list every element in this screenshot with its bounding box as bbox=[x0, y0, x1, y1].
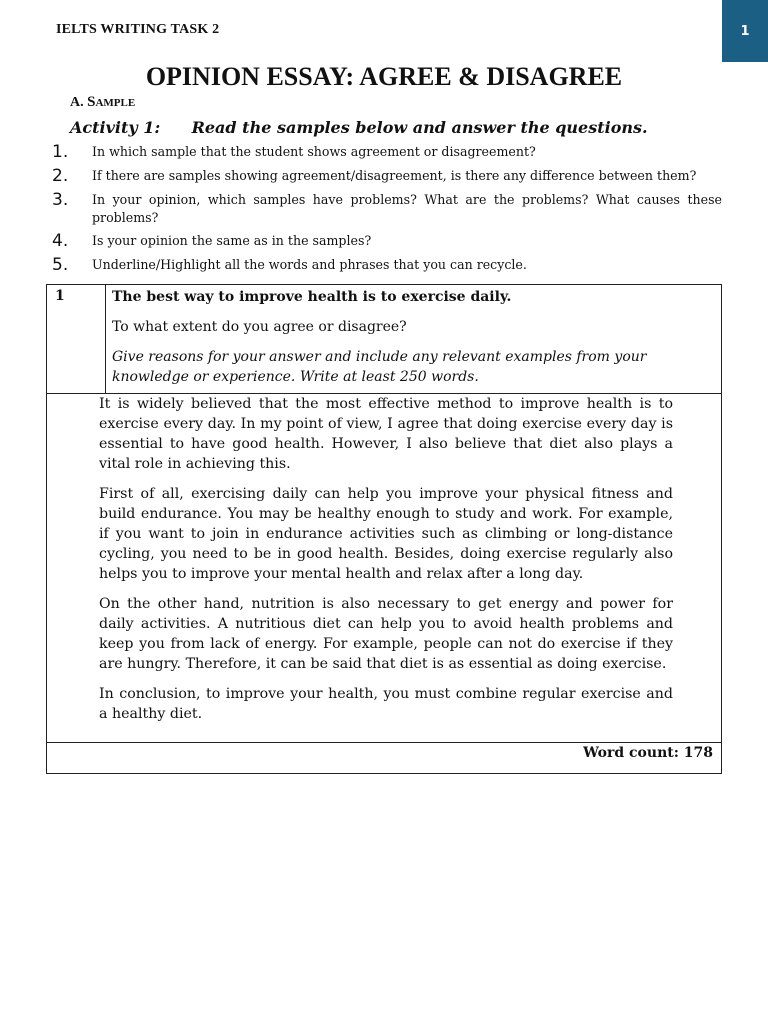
essay-cell bbox=[47, 394, 722, 743]
page-title: OPINION ESSAY: AGREE & DISAGREE bbox=[145, 62, 623, 91]
question-text: In which sample that the student shows agreement or disagreement? bbox=[92, 144, 536, 159]
section-heading bbox=[70, 94, 135, 111]
essay-paragraph: First of all, exercising daily can help you improve your physical fitness and build endurance. You may be healthy enough to study and work. For example, if you want to join in endurance activities such as climbing or long-distance cycling, you need to be in good health. Besides, doing exercise regularly also helps you to improve your mental health and relax after a long day. bbox=[99, 486, 673, 582]
prompt-question: To what extent do you agree or disagree? bbox=[112, 319, 407, 335]
table-row bbox=[47, 285, 722, 394]
activity-instruction: Read the samples below and answer the questions. bbox=[191, 118, 648, 137]
activity-label: Activity 1: bbox=[70, 118, 161, 137]
question-number: 2. bbox=[52, 166, 69, 186]
prompt-title: The best way to improve health is to exercise daily. bbox=[112, 289, 512, 305]
question-text: Is your opinion the same as in the samples? bbox=[92, 233, 372, 248]
table-row bbox=[47, 394, 722, 743]
page-number-badge: 1 bbox=[722, 0, 768, 62]
word-count: Word count: 178 bbox=[47, 743, 722, 774]
header-label: IELTS WRITING TASK 2 bbox=[56, 22, 220, 37]
question-list bbox=[52, 142, 722, 279]
sample-number: 1 bbox=[47, 285, 106, 394]
section-letter: A. bbox=[70, 95, 84, 110]
sample-table bbox=[46, 284, 722, 774]
question-number: 1. bbox=[52, 142, 69, 162]
question-text: Underline/Highlight all the words and phrases that you can recycle. bbox=[92, 257, 527, 272]
list-item bbox=[52, 166, 722, 186]
essay-paragraph: On the other hand, nutrition is also necessary to get energy and power for daily activities. A nutritious diet can help you to avoid health problems and keep you from lack of energy. For example, people can not do exercise if they are hungry. Therefore, it can be said that diet is as essential as doing exercise. bbox=[99, 596, 673, 672]
list-item bbox=[52, 255, 722, 275]
question-number: 3. bbox=[52, 190, 69, 210]
prompt-cell bbox=[106, 285, 722, 394]
prompt-instruction: Give reasons for your answer and include any relevant examples from your knowledge or experience. Write at least 250 words. bbox=[112, 349, 647, 385]
essay-paragraph: It is widely believed that the most effective method to improve health is to exercise every day. In my point of view, I agree that doing exercise every day is essential to have good health. However, I also believe that diet also plays a vital role in achieving this. bbox=[99, 396, 673, 472]
question-text: In your opinion, which samples have problems? What are the problems? What causes these problems? bbox=[92, 192, 722, 225]
list-item bbox=[52, 190, 722, 227]
question-text: If there are samples showing agreement/disagreement, is there any difference between them? bbox=[92, 168, 697, 183]
section-name: Sample bbox=[87, 94, 136, 110]
question-number: 4. bbox=[52, 231, 69, 251]
question-number: 5. bbox=[52, 255, 69, 275]
essay-paragraph: In conclusion, to improve your health, you must combine regular exercise and a healthy diet. bbox=[99, 686, 673, 722]
activity-heading bbox=[70, 118, 648, 137]
list-item bbox=[52, 142, 722, 162]
table-row bbox=[47, 743, 722, 774]
list-item bbox=[52, 231, 722, 251]
